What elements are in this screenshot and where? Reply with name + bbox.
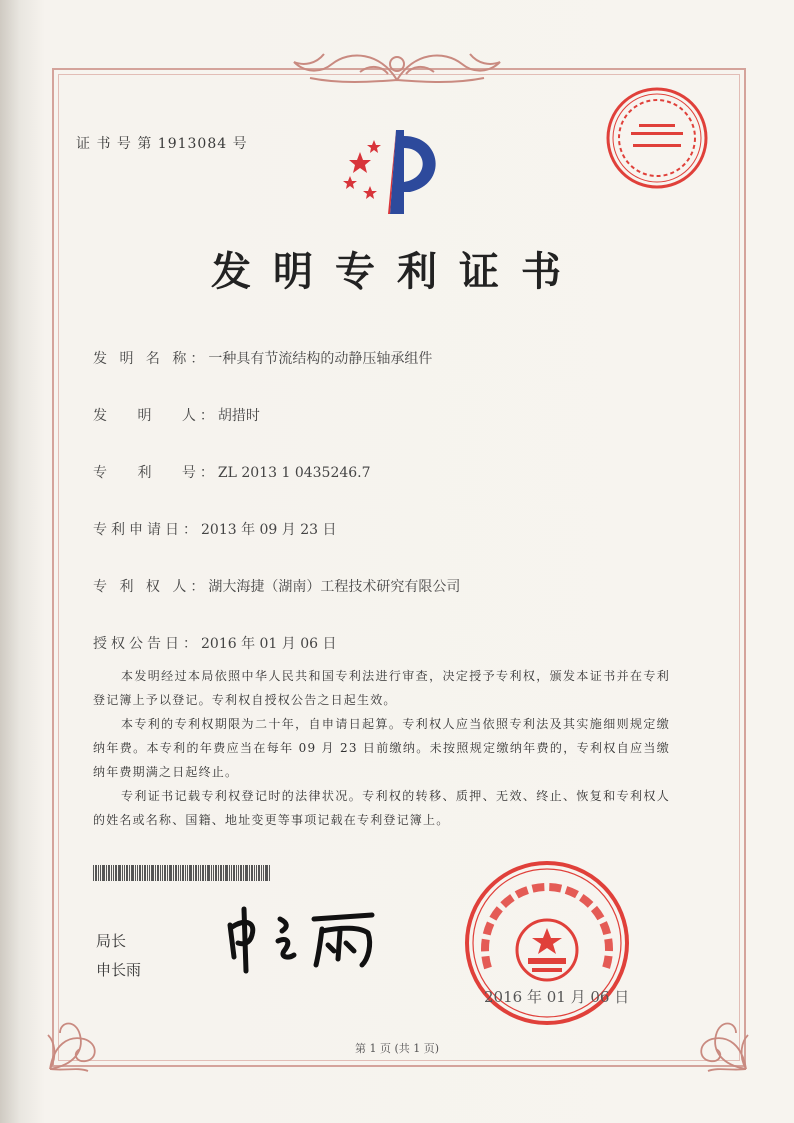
barcode-bar: [218, 865, 219, 881]
field-label: 专 利 号：: [93, 465, 218, 481]
barcode-bar: [269, 865, 270, 881]
field-label: 专 利 权 人：: [93, 579, 209, 595]
barcode-bar: [95, 865, 97, 881]
field-label: 发 明 名 称：: [93, 351, 209, 367]
barcode-bar: [157, 865, 159, 881]
barcode-bar: [151, 865, 154, 881]
barcode-bar: [126, 865, 128, 881]
barcode-bar: [149, 865, 150, 881]
barcode-bar: [231, 865, 232, 881]
barcode-bar: [198, 865, 199, 881]
field-value: 2016 年 01 月 06 日: [201, 636, 337, 652]
inventor-field: [93, 405, 260, 425]
patent-office-emblem-icon: [330, 122, 460, 222]
barcode-bar: [249, 865, 250, 881]
barcode-bar: [108, 865, 110, 881]
barcode-bar: [193, 865, 194, 881]
barcode-bar: [263, 865, 264, 881]
barcode-bar: [122, 865, 123, 881]
field-value: 胡措时: [217, 408, 260, 424]
barcode-bar: [113, 865, 114, 881]
body-paragraph: 专利证书记载专利权登记时的法律状况。专利权的转移、质押、无效、终止、恢复和专利权人的姓名或名称、国籍、地址变更等事项记载在专利登记簿上。: [93, 789, 670, 827]
barcode: [93, 865, 293, 881]
patentee-field: [93, 576, 460, 596]
barcode-bar: [182, 865, 184, 881]
barcode-bar: [180, 865, 181, 881]
barcode-bar: [98, 865, 99, 881]
patent-number-field: [93, 462, 371, 482]
barcode-bar: [139, 865, 141, 881]
patent-office-seal-icon: [603, 84, 711, 192]
barcode-bar: [162, 865, 163, 881]
barcode-bar: [93, 865, 94, 881]
barcode-bar: [100, 865, 101, 881]
field-value: 一种具有节流结构的动静压轴承组件: [208, 351, 433, 367]
corner-ornament-icon: [44, 985, 134, 1075]
barcode-bar: [233, 865, 235, 881]
barcode-bar: [202, 865, 204, 881]
barcode-bar: [225, 865, 228, 881]
body-paragraph: 本专利的专利权期限为二十年，自申请日起算。专利权人应当依照专利法及其实施细则规定缴纳年费。本专利的年费应当在每年 09 月 23 日前缴纳。未按照规定缴纳年费的，专利权自应当缴纳年费期满之日起终止。: [93, 717, 670, 779]
barcode-bar: [195, 865, 197, 881]
field-label: 专利申请日：: [93, 522, 201, 538]
barcode-bar: [160, 865, 161, 881]
barcode-bar: [229, 865, 230, 881]
seal-date: 2016 年 01 月 06 日: [484, 988, 630, 1006]
barcode-bar: [245, 865, 248, 881]
barcode-bar: [137, 865, 138, 881]
barcode-bar: [129, 865, 130, 881]
field-value: 湖大海捷（湖南）工程技术研究有限公司: [208, 579, 461, 595]
barcode-bar: [131, 865, 134, 881]
barcode-bar: [142, 865, 143, 881]
barcode-bar: [213, 865, 214, 881]
field-value: 2013 年 09 月 23 日: [201, 522, 337, 538]
field-label: 发 明 人：: [93, 408, 218, 424]
barcode-bar: [102, 865, 105, 881]
corner-ornament-icon: [662, 985, 752, 1075]
barcode-bar: [115, 865, 117, 881]
top-ornament-icon: [270, 42, 524, 86]
barcode-bar: [215, 865, 217, 881]
barcode-bar: [175, 865, 177, 881]
barcode-bar: [236, 865, 237, 881]
barcode-bar: [240, 865, 242, 881]
page-number: 第 1 页 (共 1 页): [354, 1042, 440, 1055]
invention-name-field: [93, 348, 432, 368]
barcode-bar: [211, 865, 212, 881]
barcode-bar: [189, 865, 192, 881]
barcode-bar: [155, 865, 156, 881]
barcode-bar: [261, 865, 262, 881]
field-label: 授权公告日：: [93, 636, 201, 652]
barcode-bar: [265, 865, 268, 881]
barcode-bar: [111, 865, 112, 881]
grant-date-field: [93, 633, 337, 653]
barcode-bar: [187, 865, 188, 881]
barcode-bar: [205, 865, 206, 881]
director-title: 局长: [96, 932, 127, 950]
certificate-number: 证 书 号 第 1913084 号: [76, 136, 248, 152]
barcode-bar: [167, 865, 168, 881]
barcode-bar: [144, 865, 146, 881]
barcode-bar: [173, 865, 174, 881]
barcode-bar: [185, 865, 186, 881]
application-date-field: [93, 519, 337, 539]
barcode-bar: [164, 865, 166, 881]
certificate-title: 发明专利证书: [211, 249, 583, 295]
barcode-bar: [118, 865, 121, 881]
barcode-bar: [169, 865, 172, 881]
barcode-bar: [124, 865, 125, 881]
barcode-bar: [106, 865, 107, 881]
director-signature: [222, 905, 392, 975]
barcode-bar: [147, 865, 148, 881]
barcode-bar: [243, 865, 244, 881]
barcode-bar: [251, 865, 253, 881]
director-name: 申长雨: [96, 961, 142, 979]
barcode-bar: [256, 865, 257, 881]
barcode-bar: [220, 865, 222, 881]
body-paragraph: 本发明经过本局依照中华人民共和国专利法进行审查，决定授予专利权，颁发本证书并在专利登记簿上予以登记。专利权自授权公告之日起生效。: [93, 669, 670, 707]
barcode-bar: [207, 865, 210, 881]
barcode-bar: [238, 865, 239, 881]
barcode-bar: [200, 865, 201, 881]
barcode-bar: [223, 865, 224, 881]
barcode-bar: [258, 865, 260, 881]
barcode-bar: [178, 865, 179, 881]
barcode-bar: [254, 865, 255, 881]
barcode-bar: [135, 865, 136, 881]
field-value: ZL 2013 1 0435246.7: [217, 465, 371, 481]
